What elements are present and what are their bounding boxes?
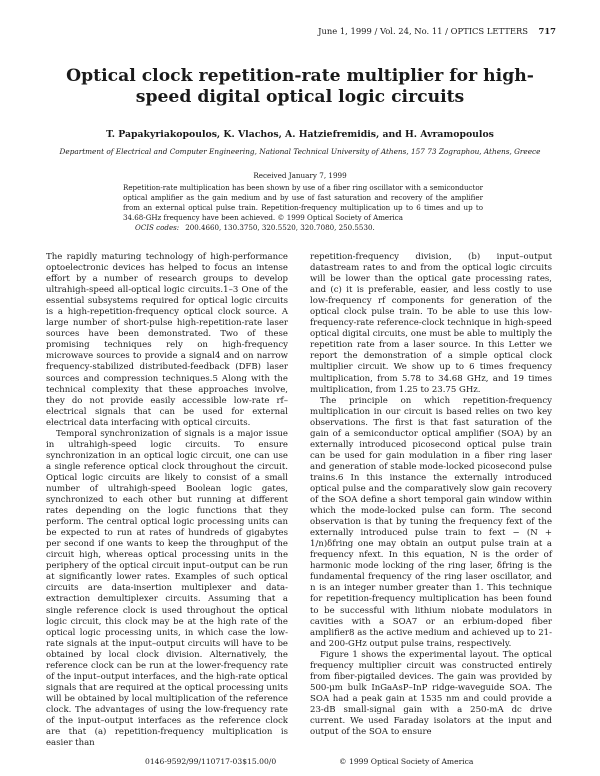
ocis-label: OCIS codes: <box>135 223 180 232</box>
author-list: T. Papakyriakopoulos, K. Vlachos, A. Hatziefremidis, and H. Avramopoulos <box>106 129 494 140</box>
right-column <box>310 252 552 738</box>
body-paragraph: Temporal synchronization of signals is a major issue in ultrahigh-speed logic circuits. To ensure synchronization in an optical logic circuit, one can use a single reference optical clock throughout the circuit. Optical logic circuits are likely to consist of a small number of ultrahigh-speed Boolean logic gates, synchronized to each other but running at different rates depending on the logic functions that they perform. The central optical logic processing units can be expected to run at rates of hundreds of gigabytes per second if one wants to keep the throughput of the circuit high, whereas optical processing units in the periphery of the optical circuit input–output can be run at significantly lower rates. Examples of such optical circuits are data-insertion multiplexer and data-extraction demultiplexer circuits. Assuming that a single reference clock is used throughout the optical logic circuit, this clock may be at the high rate of the optical logic processing units, in which case the low-rate signals at the input–output circuits will have to be obtained by local clock division. Alternatively, the reference clock can be run at the lower-frequency rate of the input–output interfaces, and the high-rate optical signals that are required at the optical processing units will be obtained by local multiplication of the reference clock. The advantages of using the low-frequency rate of the input–output interfaces as the reference clock are that (a) repetition-frequency multiplication is easier than <box>46 428 289 749</box>
affiliation: Department of Electrical and Computer Engineering, National Technical University of Athens, 157 73 Zographou, Athens, Greece <box>59 147 541 156</box>
body-paragraph: repetition-frequency division, (b) input–output datastream rates to and from the optical logic circuits will be lower than the optical gate processing rates, and (c) it is preferable, easier, and less costly to use low-frequency rf components for generation of the optical clock pulse train. To be able to use this low-frequency-rate reference-clock technique in high-speed optical digital circuits, one must be able to multiply the repetition rate from a laser source. In this Letter we report the demonstration of a simple optical clock multiplier circuit. We show up to 6 times frequency multiplication, from 5.78 to 34.68 GHz, and 19 times multiplication, from 1.25 to 23.75 GHz. <box>310 252 552 395</box>
body-paragraph: The principle on which repetition-frequency multiplication in our circuit is based relies on two key observations. The first is that fast saturation of the gain of a semiconductor optical amplifier (SOA) by an externally introduced picosecond optical pulse train can be used for gain modulation in a fiber ring laser and generation of stable mode-locked picosecond pulse trains.6 In this instance the externally introduced optical pulse and the comparatively slow gain recovery of the SOA define a short temporal gain window within which the mode-locked pulse can form. The second observation is that by tuning the frequency fext of the externally introduced pulse train to fext − (N + 1/n)δfring one may obtain an output pulse train at a frequency nfext. In this equation, N is the order of harmonic mode locking of the ring laser, δfring is the fundamental frequency of the ring laser oscillator, and n is an integer number greater than 1. This technique for repetition-frequency multiplication has been found to be successful with lithium niobate modulators in cavities with a SOA7 or an erbium-doped fiber amplifier8 as the active medium and achieved up to 21- and 200-GHz output pulse trains, respectively. <box>310 395 552 649</box>
ocis-code-list: 200.4660, 130.3750, 320.5520, 320.7080, 250.5530. <box>185 223 375 232</box>
running-head: June 1, 1999 / Vol. 24, No. 11 / OPTICS LETTERS <box>318 26 528 36</box>
page-number: 717 <box>538 26 556 36</box>
copyright-notice: © 1999 Optical Society of America <box>339 757 474 766</box>
body-paragraph: Figure 1 shows the experimental layout. The optical frequency multiplier circuit was constructed entirely from fiber-pigtailed devices. The gain was provided by 500-μm bulk InGaAsP–InP ridge-waveguide SOA. The SOA had a peak gain at 1535 nm and could provide a 23-dB small-signal gain with a 250-mA dc drive current. We used Faraday isolators at the input and output of the SOA to ensure <box>310 649 552 738</box>
abstract: Repetition-rate multiplication has been shown by use of a fiber ring oscillator with a semiconductor optical amplifier as the gain medium and by use of fast saturation and recovery of the amplifier from an external optical pulse train. Repetition-frequency multiplication up to 6 times and up to 34.68-GHz frequency have been achieved. © 1999 Optical Society of America <box>123 183 483 222</box>
issn-code: 0146-9592/99/110717-03$15.00/0 <box>145 757 277 766</box>
received-date: Received January 7, 1999 <box>253 171 347 180</box>
paper-title: Optical clock repetition-rate multiplier for high-speed digital optical logic circuits <box>66 66 534 107</box>
body-paragraph: The rapidly maturing technology of high-performance optoelectronic devices has helped to focus an intense effort by a number of research groups to develop ultrahigh-speed all-optical logic circuits.1–3 One of the essential subsystems required for optical logic circuits is a high-repetition-frequency optical clock source. A large number of short-pulse high-repetition-rate laser sources have been demonstrated. Two of these promising techniques rely on high-frequency microwave sources to provide a signal4 and on narrow frequency-stabilized distributed-feedback (DFB) laser sources and compression techniques.5 Along with the technical complexity that these approaches involve, they do not provide easily accessible low-rate rf–electrical signals that can be used for external electrical data interfacing with optical circuits. <box>46 252 288 428</box>
ocis-codes <box>135 223 375 232</box>
left-column <box>46 252 288 749</box>
